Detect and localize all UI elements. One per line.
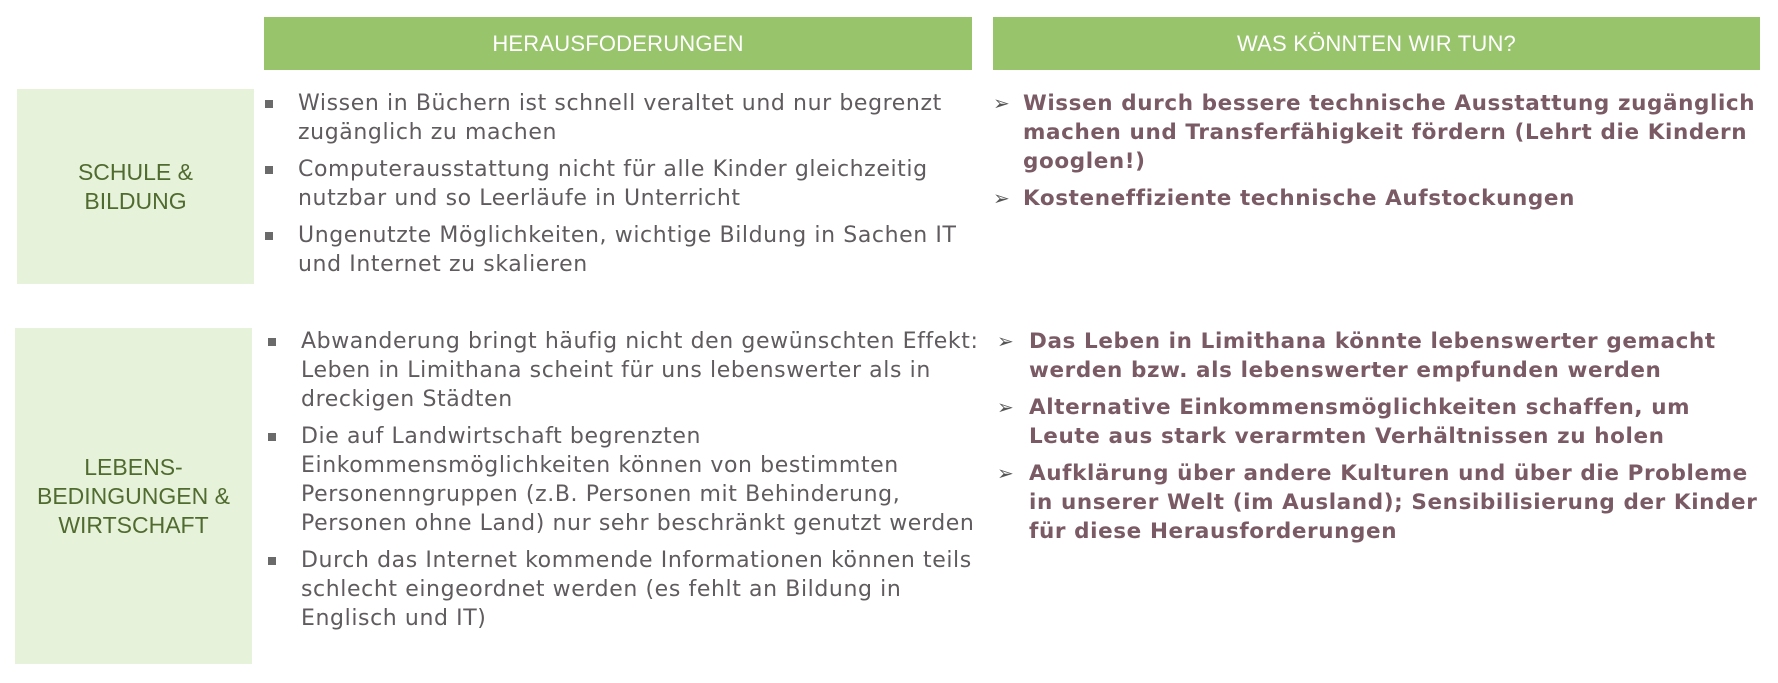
row-label-lebensbedingungen-wirtschaft: LEBENS- BEDINGUNGEN & WIRTSCHAFT — [15, 328, 252, 664]
action-item: ➢ Das Leben in Limithana könnte lebenswerter gemacht werden bzw. als lebenswerter empfunden werden — [997, 329, 1716, 383]
square-bullet-icon — [268, 338, 276, 346]
arrow-bullet-icon: ➢ — [997, 395, 1015, 419]
square-bullet-icon — [265, 232, 273, 240]
action-item: ➢ Alternative Einkommensmöglichkeiten schaffen, um Leute aus stark verarmten Verhältnissen zu holen — [997, 395, 1691, 449]
challenges-header: HERAUSFODERUNGEN — [264, 17, 972, 70]
challenges-list-lebensbedingungen — [266, 327, 986, 641]
arrow-bullet-icon: ➢ — [997, 461, 1015, 485]
challenges-list-schule — [263, 89, 983, 287]
arrow-bullet-icon: ➢ — [997, 329, 1015, 353]
actions-list-lebensbedingungen — [997, 327, 1767, 554]
challenge-item: Ungenutzte Möglichkeiten, wichtige Bildung in Sachen IT und Internet zu skalieren — [263, 221, 983, 279]
actions-header: WAS KÖNNTEN WIR TUN? — [993, 17, 1760, 70]
challenge-item: Durch das Internet kommende Informationen können teils schlecht eingeordnet werden (es fehlt an Bildung in Englisch und IT) — [266, 546, 986, 633]
challenge-item: Computerausstattung nicht für alle Kinder gleichzeitig nutzbar und so Leerläufe in Unterricht — [263, 155, 983, 213]
challenge-item: Wissen in Büchern ist schnell veraltet und nur begrenzt zugänglich zu machen — [263, 89, 983, 147]
action-item: ➢ Wissen durch bessere technische Ausstattung zugänglich machen und Transferfähigkeit fördern (Lehrt die Kindern googlen!) — [993, 91, 1756, 174]
square-bullet-icon — [265, 166, 273, 174]
arrow-bullet-icon: ➢ — [993, 91, 1011, 115]
actions-list-schule — [993, 89, 1763, 221]
action-item: ➢ Aufklärung über andere Kulturen und über die Probleme in unserer Welt (im Ausland); Sensibilisierung der Kinder für diese Herausforderungen — [997, 461, 1758, 544]
challenge-item: Abwanderung bringt häufig nicht den gewünschten Effekt: Leben in Limithana scheint für uns lebenswerter als in dreckigen Städten — [266, 327, 986, 414]
square-bullet-icon — [265, 100, 273, 108]
square-bullet-icon — [268, 557, 276, 565]
square-bullet-icon — [268, 433, 276, 441]
arrow-bullet-icon: ➢ — [993, 186, 1011, 210]
challenge-item: Die auf Landwirtschaft begrenzten Einkommensmöglichkeiten können von bestimmten Personenngruppen (z.B. Personen mit Behinderung, Personen ohne Land) nur sehr beschränkt genutzt werden — [266, 422, 986, 538]
row-label-schule-bildung: SCHULE & BILDUNG — [17, 89, 254, 284]
action-item: ➢ Kosteneffiziente technische Aufstockungen — [993, 186, 1575, 211]
